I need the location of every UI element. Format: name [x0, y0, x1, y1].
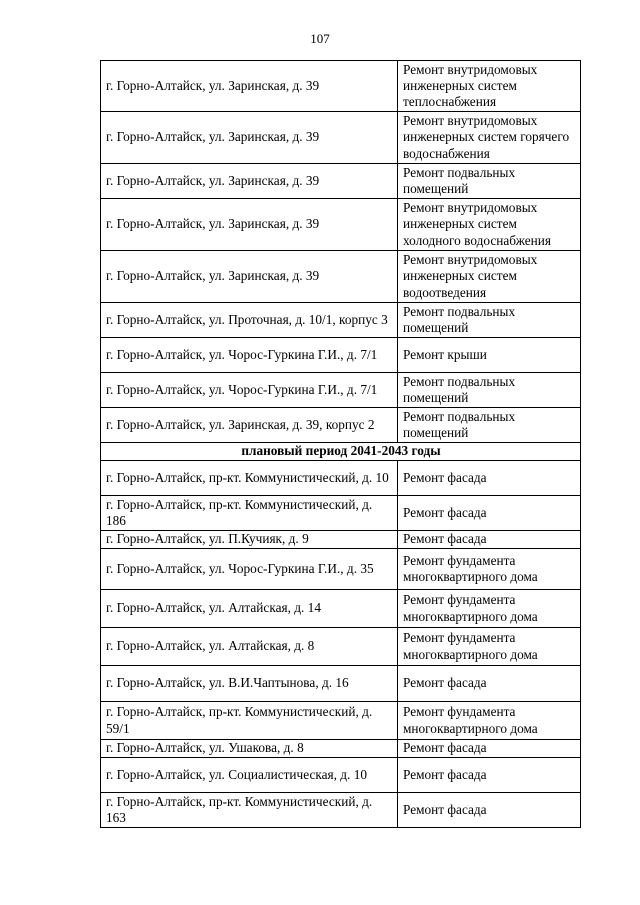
address-cell: г. Горно-Алтайск, пр-кт. Коммунистический, д. 10 [101, 461, 398, 496]
address-cell: г. Горно-Алтайск, ул. Заринская, д. 39 [101, 164, 398, 199]
period-heading: плановый период 2041-2043 годы [101, 443, 581, 461]
address-cell: г. Горно-Алтайск, ул. Алтайская, д. 14 [101, 590, 398, 628]
work-type-cell: Ремонт внутридомовых инженерных систем теплоснабжения [398, 61, 581, 112]
work-type-cell: Ремонт фундамента многоквартирного дома [398, 549, 581, 590]
table-row [101, 251, 581, 303]
table-row [101, 496, 581, 531]
address-cell: г. Горно-Алтайск, ул. Ушакова, д. 8 [101, 740, 398, 758]
table-row [101, 199, 581, 251]
address-cell: г. Горно-Алтайск, пр-кт. Коммунистический, д. 163 [101, 793, 398, 828]
table-row [101, 758, 581, 793]
table-row [101, 628, 581, 666]
table-row [101, 112, 581, 164]
address-cell: г. Горно-Алтайск, ул. Чорос-Гуркина Г.И., д. 7/1 [101, 338, 398, 373]
table-row [101, 303, 581, 338]
table-row [101, 549, 581, 590]
work-type-cell: Ремонт подвальных помещений [398, 164, 581, 199]
address-cell: г. Горно-Алтайск, ул. Проточная, д. 10/1, корпус 3 [101, 303, 398, 338]
address-cell: г. Горно-Алтайск, ул. Чорос-Гуркина Г.И., д. 7/1 [101, 373, 398, 408]
work-type-cell: Ремонт фасада [398, 793, 581, 828]
address-cell: г. Горно-Алтайск, ул. Алтайская, д. 8 [101, 628, 398, 666]
address-cell: г. Горно-Алтайск, ул. П.Кучияк, д. 9 [101, 531, 398, 549]
page-number: 107 [310, 31, 330, 46]
work-type-cell: Ремонт фасада [398, 666, 581, 702]
work-type-cell: Ремонт фундамента многоквартирного дома [398, 702, 581, 740]
work-type-cell: Ремонт подвальных помещений [398, 373, 581, 408]
address-cell: г. Горно-Алтайск, пр-кт. Коммунистический, д. 186 [101, 496, 398, 531]
work-type-cell: Ремонт фасада [398, 496, 581, 531]
address-cell: г. Горно-Алтайск, ул. Чорос-Гуркина Г.И., д. 35 [101, 549, 398, 590]
table-row [101, 164, 581, 199]
address-cell: г. Горно-Алтайск, ул. В.И.Чаптынова, д. 16 [101, 666, 398, 702]
work-type-cell: Ремонт крыши [398, 338, 581, 373]
address-cell: г. Горно-Алтайск, ул. Заринская, д. 39, корпус 2 [101, 408, 398, 443]
work-type-cell: Ремонт фасада [398, 740, 581, 758]
table-row [101, 338, 581, 373]
table-row [101, 408, 581, 443]
address-cell: г. Горно-Алтайск, ул. Социалистическая, д. 10 [101, 758, 398, 793]
table-row [101, 61, 581, 112]
work-type-cell: Ремонт фундамента многоквартирного дома [398, 628, 581, 666]
period-heading-row [101, 443, 581, 461]
address-cell: г. Горно-Алтайск, пр-кт. Коммунистический, д. 59/1 [101, 702, 398, 740]
repair-schedule-table [100, 60, 581, 828]
address-cell: г. Горно-Алтайск, ул. Заринская, д. 39 [101, 199, 398, 251]
work-type-cell: Ремонт внутридомовых инженерных систем водоотведения [398, 251, 581, 303]
table-row [101, 793, 581, 828]
work-type-cell: Ремонт фасада [398, 531, 581, 549]
work-type-cell: Ремонт фундамента многоквартирного дома [398, 590, 581, 628]
work-type-cell: Ремонт фасада [398, 758, 581, 793]
address-cell: г. Горно-Алтайск, ул. Заринская, д. 39 [101, 61, 398, 112]
table-row [101, 461, 581, 496]
table-row [101, 590, 581, 628]
work-type-cell: Ремонт подвальных помещений [398, 408, 581, 443]
table-row [101, 373, 581, 408]
work-type-cell: Ремонт внутридомовых инженерных систем холодного водоснабжения [398, 199, 581, 251]
table-row [101, 702, 581, 740]
address-cell: г. Горно-Алтайск, ул. Заринская, д. 39 [101, 112, 398, 164]
work-type-cell: Ремонт фасада [398, 461, 581, 496]
table-row [101, 531, 581, 549]
address-cell: г. Горно-Алтайск, ул. Заринская, д. 39 [101, 251, 398, 303]
work-type-cell: Ремонт внутридомовых инженерных систем горячего водоснабжения [398, 112, 581, 164]
work-type-cell: Ремонт подвальных помещений [398, 303, 581, 338]
table-row [101, 666, 581, 702]
table-row [101, 740, 581, 758]
